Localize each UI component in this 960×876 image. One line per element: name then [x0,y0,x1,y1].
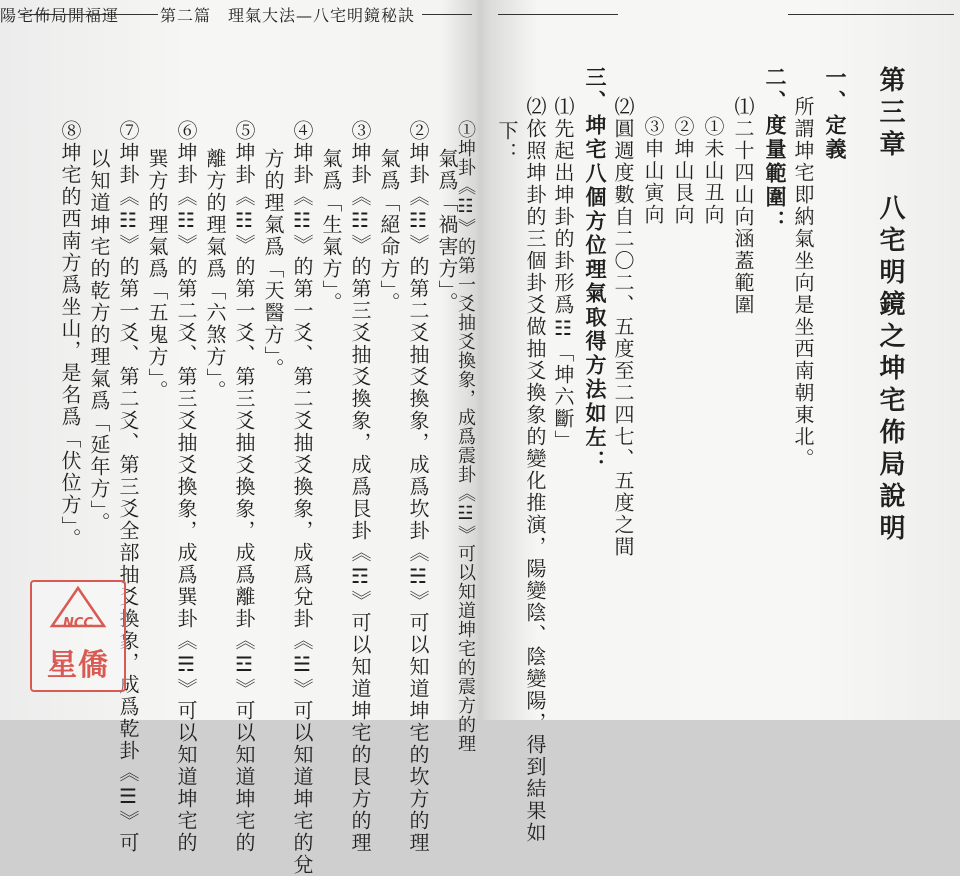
list-item: ⑵依照坤卦的三個卦爻做抽爻換象的變化推演，陽變陰、陰變陽，得到結果如 [523,96,547,844]
left-running-header: 第二篇 理氣大法—八宅明鏡秘訣 [160,5,416,25]
definition-text: 所謂坤宅即納氣坐向是坐西南朝東北。 [791,96,815,470]
text-column: 離方的理氣爲「六煞方」。 [203,148,227,402]
text-column: ①坤卦《☷》的第一爻抽爻換象，成爲震卦《☳》可以知道坤宅的震方的理 [455,120,476,753]
header-rule-right [498,14,618,15]
text-column: 氣爲「禍害方」。 [435,148,459,314]
text-column: 以知道坤宅的乾方的理氣爲「延年方」。 [87,148,111,534]
text-column: ⑧坤宅的西南方爲坐山，是名爲「伏位方」。 [58,120,82,550]
text-column: ⑦坤卦《☷》的第一爻、第二爻、第三爻全部抽爻換象，成爲乾卦《☰》可 [116,120,140,854]
text-column: ②坤卦《☷》的第二爻抽爻換象，成爲坎卦《☵》可以知道坤宅的坎方的理 [406,120,430,854]
text-column: ④坤卦《☷》的第一爻、第二爻抽爻換象，成爲兌卦《☱》可以知道坤宅的兌 [290,120,314,876]
text-column: ⑤坤卦《☷》的第一爻、第三爻抽爻換象，成爲離卦《☲》可以知道坤宅的 [232,120,256,854]
text-column: 氣爲「生氣方」。 [319,148,343,314]
list-item: ①未山丑向 [701,116,725,226]
right-running-header: 陽宅佈局開福運 [0,5,120,25]
list-item: 下： [495,120,519,164]
section-heading: 三、坤宅八個方位理氣取得方法如左： [583,66,607,474]
list-item: ⑴先起出坤卦的卦形爲☷「坤六斷」 [551,96,575,452]
list-item: ③申山寅向 [641,116,665,226]
list-item: ⑵圓週度數自二〇二、五度至二四七、五度之間 [611,96,635,558]
text-column: ③坤卦《☷》的第三爻抽爻換象，成爲艮卦《☶》可以知道坤宅的艮方的理 [348,120,372,854]
chapter-title: 第三章 八宅明鏡之坤宅佈局說明 [875,66,905,546]
text-column: 氣爲「絕命方」。 [377,148,401,314]
list-item: ⑴二十四山向涵蓋範圍 [731,96,755,316]
section-heading: 一、定義 [823,66,847,162]
watermark-logo [30,580,126,692]
stamp-zh: 星僑 [47,648,109,683]
section-heading: 二、度量範圍： [763,66,787,234]
text-column: 方的理氣爲「天醫方」。 [261,148,285,380]
stamp-en: NCC [63,616,93,631]
text-column: ⑥坤卦《☷》的第二爻、第三爻抽爻換象，成爲巽卦《☴》可以知道坤宅的 [174,120,198,854]
text-column: 巽方的理氣爲「五鬼方」。 [145,148,169,402]
header-rule-left-end [422,14,472,15]
header-rule-right-end [788,14,954,15]
list-item: ②坤山艮向 [671,116,695,226]
